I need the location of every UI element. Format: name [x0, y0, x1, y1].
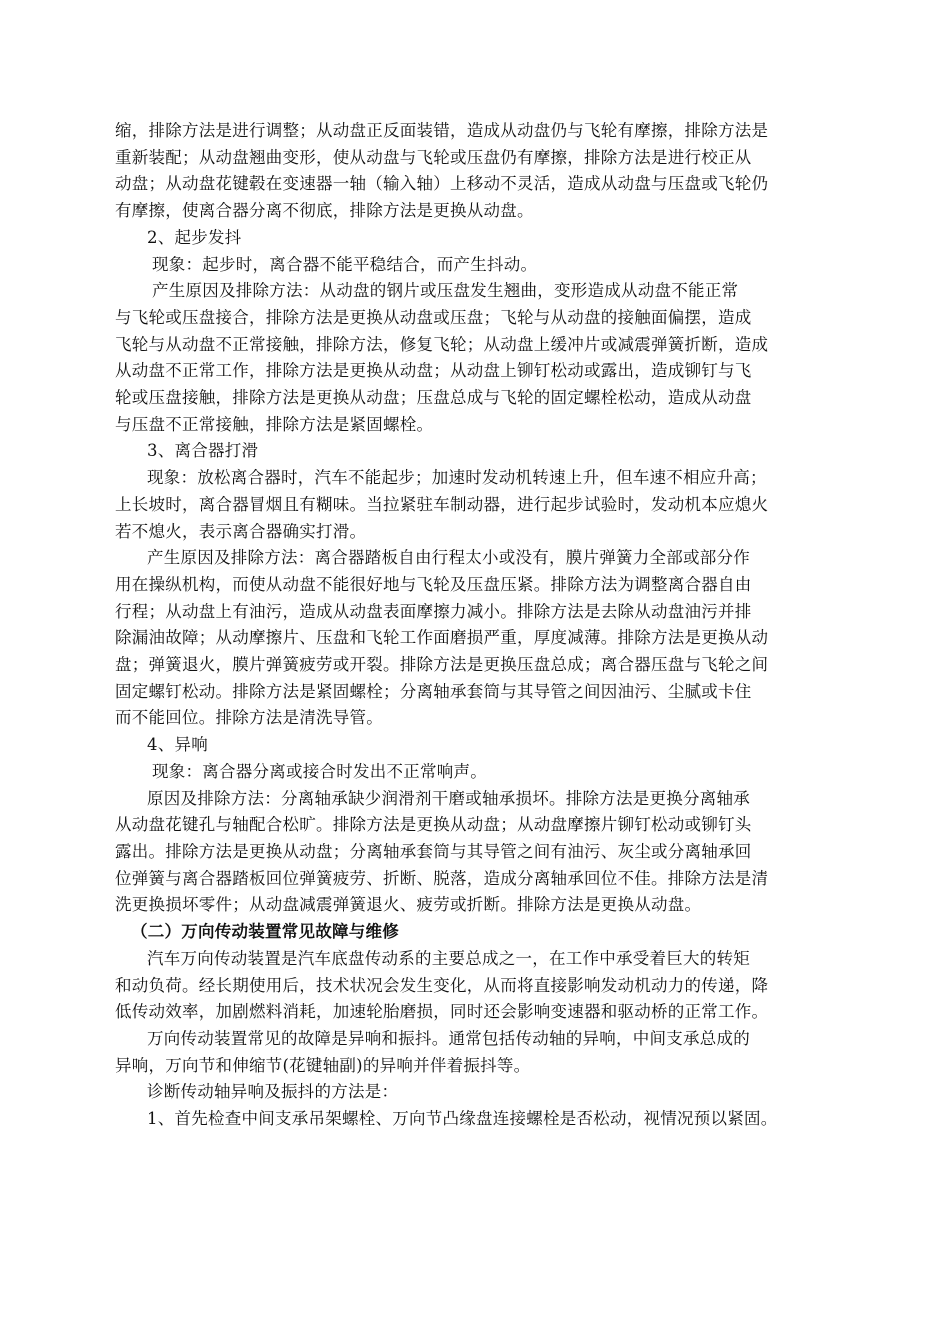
paragraph-line: 固定螺钉松动。排除方法是紧固螺栓；分离轴承套筒与其导管之间因油污、尘腻或卡住 [115, 681, 752, 701]
paragraph-line: 低传动效率，加剧燃料消耗，加速轮胎磨损，同时还会影响变速器和驱动桥的正常工作。 [115, 1002, 769, 1022]
paragraph-line: 除漏油故障；从动摩擦片、压盘和飞轮工作面磨损严重，厚度减薄。排除方法是更换从动 [115, 628, 769, 648]
paragraph-line: 上长坡时，离合器冒烟且有糊味。当拉紧驻车制动器，进行起步试验时，发动机本应熄火 [115, 494, 769, 514]
paragraph-line: 从动盘花键孔与轴配合松旷。排除方法是更换从动盘；从动盘摩擦片铆钉松动或铆钉头 [115, 815, 752, 835]
paragraph-line: 现象：离合器分离或接合时发出不正常响声。 [152, 761, 487, 781]
paragraph-line: 从动盘不正常工作，排除方法是更换从动盘；从动盘上铆钉松动或露出，造成铆钉与飞 [115, 361, 752, 381]
paragraph-line: 异响，万向节和伸缩节(花键轴副)的异响并伴着振抖等。 [115, 1055, 531, 1075]
paragraph-line: 轮或压盘接触，排除方法是更换从动盘；压盘总成与飞轮的固定螺栓松动，造成从动盘 [115, 388, 752, 408]
paragraph-line: 原因及排除方法：分离轴承缺少润滑剂干磨或轴承损坏。排除方法是更换分离轴承 [147, 788, 750, 808]
paragraph-line: 现象：放松离合器时，汽车不能起步；加速时发动机转速上升，但车速不相应升高； [147, 468, 767, 488]
paragraph-line: 行程；从动盘上有油污，造成从动盘表面摩擦力减小。排除方法是去除从动盘油污并排 [115, 601, 752, 621]
section-heading-universal-joint: （二）万向传动装置常见故障与维修 [131, 922, 399, 942]
section-heading-clutch-slip: 3、离合器打滑 [147, 441, 259, 461]
paragraph-line: 盘；弹簧退火，膜片弹簧疲劳或开裂。排除方法是更换压盘总成；离合器压盘与飞轮之间 [115, 655, 769, 675]
document-body [115, 118, 850, 1133]
paragraph-line: 有摩擦，使离合器分离不彻底，排除方法是更换从动盘。 [115, 201, 534, 221]
paragraph-line: 用在操纵机构，而使从动盘不能很好地与飞轮及压盘压紧。排除方法为调整离合器自由 [115, 574, 752, 594]
paragraph-line: 诊断传动轴异响及振抖的方法是： [147, 1082, 399, 1102]
paragraph-line: 而不能回位。排除方法是清洗导管。 [115, 708, 383, 728]
paragraph-line: 位弹簧与离合器踏板回位弹簧疲劳、折断、脱落，造成分离轴承回位不佳。排除方法是清 [115, 868, 769, 888]
paragraph-line: 飞轮与从动盘不正常接触，排除方法，修复飞轮；从动盘上缓冲片或减震弹簧折断，造成 [115, 334, 769, 354]
paragraph-line: 与飞轮或压盘接合，排除方法是更换从动盘或压盘；飞轮与从动盘的接触面偏摆，造成 [115, 307, 752, 327]
section-heading-start-shake: 2、起步发抖 [147, 227, 242, 247]
paragraph-line: 1、首先检查中间支承吊架螺栓、万向节凸缘盘连接螺栓是否松动，视情况预以紧固。 [147, 1109, 778, 1129]
paragraph-line: 汽车万向传动装置是汽车底盘传动系的主要总成之一，在工作中承受着巨大的转矩 [147, 948, 750, 968]
paragraph-line: 万向传动装置常见的故障是异响和振抖。通常包括传动轴的异响，中间支承总成的 [147, 1028, 750, 1048]
paragraph-line: 若不熄火，表示离合器确实打滑。 [115, 521, 367, 541]
section-heading-noise: 4、异响 [147, 735, 208, 755]
paragraph-line: 洗更换损坏零件；从动盘减震弹簧退火、疲劳或折断。排除方法是更换从动盘。 [115, 895, 702, 915]
paragraph-line: 重新装配；从动盘翘曲变形，使从动盘与飞轮或压盘仍有摩擦，排除方法是进行校正从 [115, 147, 752, 167]
paragraph-line: 现象：起步时，离合器不能平稳结合，而产生抖动。 [152, 254, 538, 274]
paragraph-line: 产生原因及排除方法：从动盘的钢片或压盘发生翘曲，变形造成从动盘不能正常 [152, 281, 739, 301]
paragraph-line: 露出。排除方法是更换从动盘；分离轴承套筒与其导管之间有油污、灰尘或分离轴承回 [115, 841, 752, 861]
paragraph-line: 动盘；从动盘花键毂在变速器一轴（输入轴）上移动不灵活，造成从动盘与压盘或飞轮仍 [115, 174, 769, 194]
paragraph-line: 产生原因及排除方法：离合器踏板自由行程太小或没有，膜片弹簧力全部或部分作 [147, 548, 750, 568]
paragraph-line: 与压盘不正常接触，排除方法是紧固螺栓。 [115, 414, 434, 434]
paragraph-line: 缩，排除方法是进行调整；从动盘正反面装错，造成从动盘仍与飞轮有摩擦，排除方法是 [115, 121, 769, 140]
paragraph-line: 和动负荷。经长期使用后，技术状况会发生变化，从而将直接影响发动机动力的传递，降 [115, 975, 769, 995]
